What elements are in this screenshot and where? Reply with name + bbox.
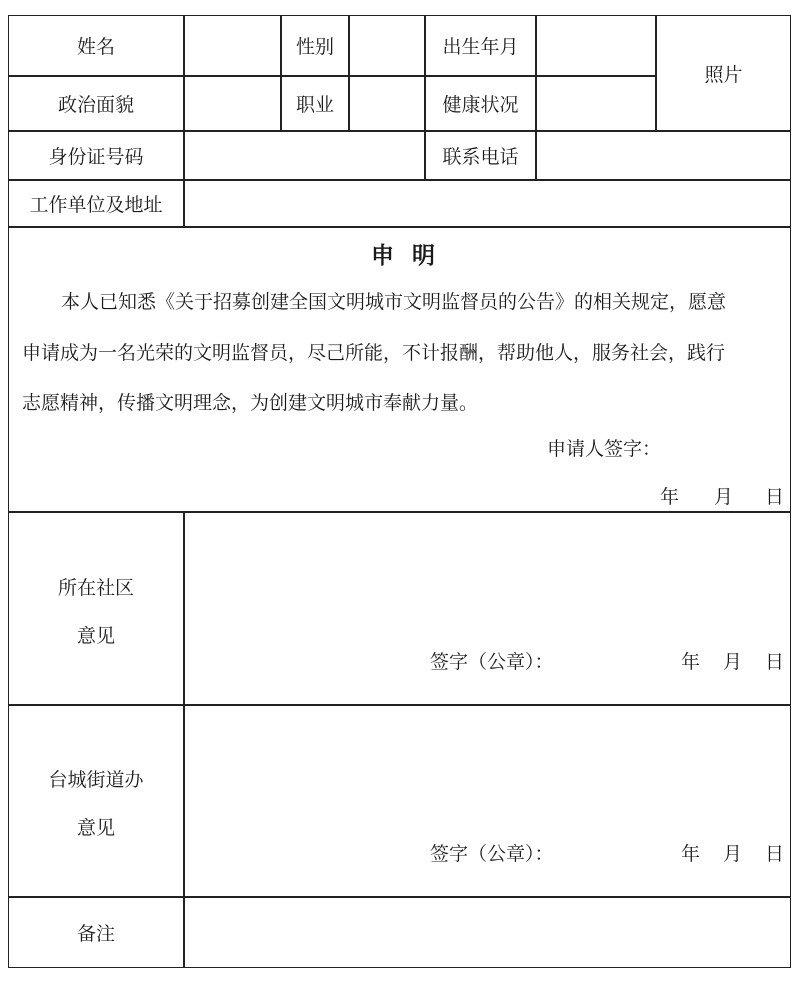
phone-field[interactable] xyxy=(537,132,790,179)
street-office-day: 日 xyxy=(765,843,785,865)
health-label: 健康状况 xyxy=(442,94,519,116)
declaration-line: 志愿精神，传播文明理念，为创建文明城市奉献力量。 xyxy=(22,392,479,414)
applicant-signature-label: 申请人签字： xyxy=(547,438,662,460)
community-label-line2: 意见 xyxy=(76,625,115,647)
id-field[interactable] xyxy=(185,132,424,179)
street-office-label-line2: 意见 xyxy=(76,817,115,839)
declaration-day: 日 xyxy=(765,486,785,508)
remarks-field[interactable] xyxy=(185,898,790,967)
community-opinion-label xyxy=(9,564,183,660)
row-divider xyxy=(9,226,790,228)
street-office-label-line1: 台城街道办 xyxy=(48,769,144,791)
declaration-title: 申明 xyxy=(371,243,453,269)
id-label: 身份证号码 xyxy=(48,146,144,168)
gender-field[interactable] xyxy=(350,16,424,75)
community-day: 日 xyxy=(765,651,785,673)
workplace-field[interactable] xyxy=(185,181,790,226)
name-label: 姓名 xyxy=(76,36,115,58)
community-label-line1: 所在社区 xyxy=(57,577,134,599)
name-field[interactable] xyxy=(185,16,280,75)
street-office-opinion-field[interactable] xyxy=(185,706,790,826)
community-year: 年 xyxy=(681,651,701,673)
community-opinion-field[interactable] xyxy=(185,513,790,633)
health-field[interactable] xyxy=(537,77,655,130)
declaration-line: 本人已知悉《关于招募创建全国文明城市文明监督员的公告》的相关规定，愿意 xyxy=(61,291,727,313)
declaration-year: 年 xyxy=(660,486,680,508)
phone-label: 联系电话 xyxy=(442,146,519,168)
community-month: 月 xyxy=(723,651,743,673)
declaration-month: 月 xyxy=(714,486,734,508)
street-office-signature-label: 签字（公章）： xyxy=(430,843,554,865)
occupation-label: 职业 xyxy=(295,94,334,116)
workplace-label: 工作单位及地址 xyxy=(29,194,163,216)
remarks-label: 备注 xyxy=(76,923,115,945)
politics-field[interactable] xyxy=(185,77,280,130)
photo-box[interactable]: 照片 xyxy=(704,63,743,86)
community-signature-label: 签字（公章）： xyxy=(430,651,554,673)
street-office-month: 月 xyxy=(723,843,743,865)
occupation-field[interactable] xyxy=(350,77,424,130)
declaration-line: 申请成为一名光荣的文明监督员，尽己所能，不计报酬，帮助他人，服务社会，践行 xyxy=(22,342,726,364)
application-form xyxy=(8,15,791,968)
street-office-year: 年 xyxy=(681,843,701,865)
birth-field[interactable] xyxy=(537,16,655,75)
gender-label: 性别 xyxy=(295,36,334,58)
politics-label: 政治面貌 xyxy=(57,94,134,116)
birth-label: 出生年月 xyxy=(442,36,519,58)
street-office-opinion-label xyxy=(9,756,183,852)
